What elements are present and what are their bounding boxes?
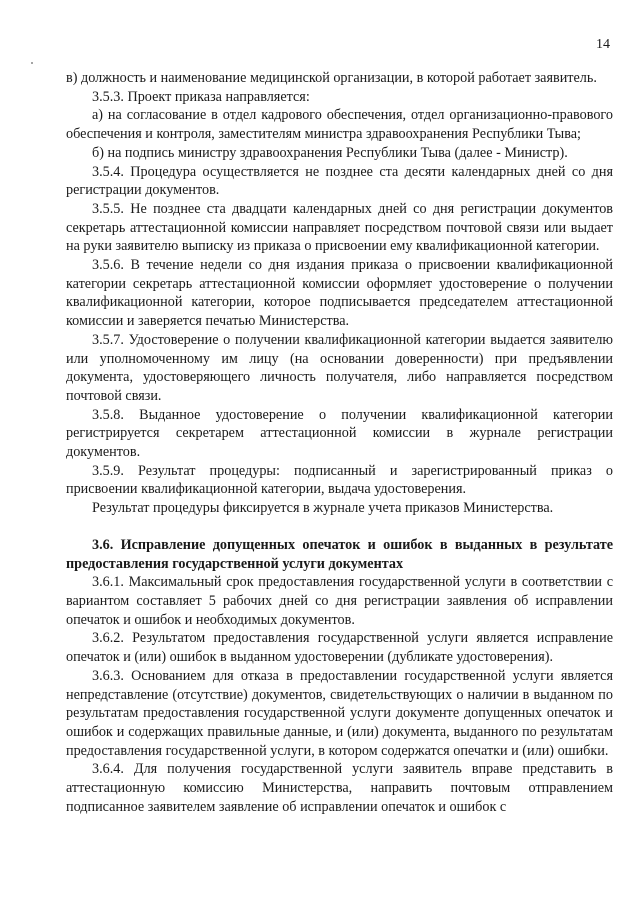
paragraph-3-5-5: 3.5.5. Не позднее ста двадцати календарных дней со дня регистрации документов секретарь аттестационной комиссии направляет посредством почтовой связи или выдает на руки заявителю выписку из приказа о присвоении ему квалификационной категории.	[66, 200, 613, 255]
paragraph-3-5-8: 3.5.8. Выданное удостоверение о получении квалификационной категории регистрируется секретарем аттестационной комиссии в журнале регистрации документов.	[66, 406, 613, 461]
scan-speck	[31, 62, 33, 64]
paragraph-3-6-4: 3.6.4. Для получения государственной услуги заявитель вправе представить в аттестационную комиссию Министерства, направить почтовым отправлением подписанное заявителем заявление об исправлении опечаток и ошибок с	[66, 761, 613, 815]
section-heading-3-6: 3.6. Исправление допущенных опечаток и ошибок в выданных в результате предоставления государственной услуги документах	[66, 536, 613, 572]
paragraph-3-6-1: 3.6.1. Максимальный срок предоставления государственной услуги в соответствии с вариантом составляет 5 рабочих дней со дня регистрации заявления об исправлении опечаток и ошибок и необходимых документов.	[66, 574, 613, 628]
document-body	[66, 69, 613, 816]
page-number: 14	[596, 37, 610, 52]
paragraph-3-5-6: 3.5.6. В течение недели со дня издания приказа о присвоении квалификационной категории секретарь аттестационной комиссии оформляет удостоверение о получении квалификационной категории, которое подписывается председателем аттестационной комиссии и заверяется печатью Министерства.	[66, 257, 613, 330]
paragraph-3-5-4: 3.5.4. Процедура осуществляется не позднее ста десяти календарных дней со дня регистрации документов.	[66, 163, 613, 199]
paragraph-item-v: в) должность и наименование медицинской организации, в которой работает заявитель.	[66, 70, 597, 86]
paragraph-item-b: б) на подпись министру здравоохранения Республики Тыва (далее - Министр).	[92, 144, 568, 161]
paragraph-item-a: а) на согласование в отдел кадрового обеспечения, отдел организационно-правового обеспечения и контроля, заместителям министра здравоохранения Республики Тыва;	[66, 107, 613, 143]
paragraph-3-6-2: 3.6.2. Результатом предоставления государственной услуги является исправление опечаток и (или) ошибок в выданном удостоверении (дубликате удостоверения).	[66, 630, 613, 666]
paragraph-3-5-7: 3.5.7. Удостоверение о получении квалификационной категории выдается заявителю или уполномоченному им лицу (на основании доверенности) при предъявлении документа, удостоверяющего личность получателя, либо направляется посредством почтовой связи.	[66, 331, 613, 404]
paragraph-3-5-3: 3.5.3. Проект приказа направляется:	[92, 88, 310, 105]
paragraph-3-6-3: 3.6.3. Основанием для отказа в предоставлении государственной услуги является непредставление (отсутствие) документов, свидетельствующих о наличии в выданном по результатам предоставления государственной услуги документе допущенных опечаток и ошибок и содержащих правильные данные, и (или) документа, выданного по результатам предоставления государственной услуги, в котором содержатся опечатки и (или) ошибки.	[66, 667, 613, 759]
paragraph-result: Результат процедуры фиксируется в журнале учета приказов Министерства.	[92, 500, 554, 517]
paragraph-3-5-9: 3.5.9. Результат процедуры: подписанный и зарегистрированный приказ о присвоении квалификационной категории, выдача удостоверения.	[66, 462, 613, 498]
